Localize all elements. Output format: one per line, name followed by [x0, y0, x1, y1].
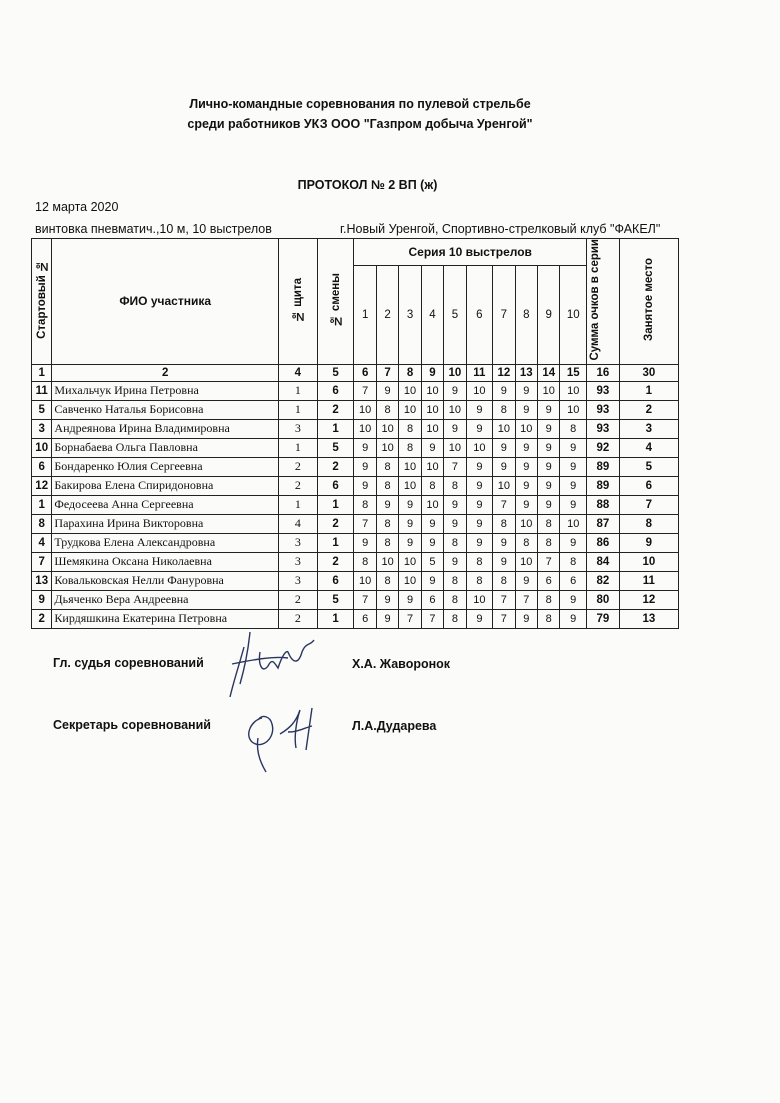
shot-score-cell: 9	[515, 609, 537, 628]
shift-number-cell: 5	[317, 438, 354, 457]
header-participant-name: ФИО участника	[52, 239, 279, 365]
shot-score-cell: 7	[399, 609, 421, 628]
shot-score-cell: 8	[444, 476, 466, 495]
shot-score-cell: 9	[515, 571, 537, 590]
shot-score-cell: 10	[560, 400, 587, 419]
start-number-cell: 4	[32, 533, 52, 552]
table-row	[32, 419, 679, 438]
shot-score-cell: 9	[560, 438, 587, 457]
sum-cell: 89	[587, 457, 620, 476]
shot-score-cell: 5	[421, 552, 443, 571]
judge-signature	[222, 622, 322, 702]
shot-score-cell: 9	[515, 381, 537, 400]
shield-number-cell: 1	[278, 495, 317, 514]
column-number-cell: 12	[493, 364, 515, 381]
column-number-cell: 6	[354, 364, 376, 381]
shot-score-cell: 9	[354, 457, 376, 476]
shot-score-cell: 10	[493, 476, 515, 495]
sum-cell: 88	[587, 495, 620, 514]
shield-number-cell: 3	[278, 533, 317, 552]
shot-score-cell: 8	[399, 438, 421, 457]
shot-score-cell: 9	[466, 419, 493, 438]
shot-score-cell: 9	[493, 438, 515, 457]
start-number-cell: 1	[32, 495, 52, 514]
protocol-title: ПРОТОКОЛ № 2 ВП (ж)	[297, 178, 438, 192]
shot-score-cell: 9	[538, 419, 560, 438]
shot-score-cell: 9	[466, 533, 493, 552]
shot-score-cell: 9	[444, 495, 466, 514]
participant-name-cell: Шемякина Оксана Николаевна	[52, 552, 279, 571]
shift-number-cell: 2	[317, 457, 354, 476]
shot-score-cell: 8	[538, 590, 560, 609]
shot-score-cell: 9	[399, 514, 421, 533]
header-shot-7: 7	[493, 265, 515, 364]
shift-number-cell: 2	[317, 514, 354, 533]
place-cell: 4	[619, 438, 678, 457]
table-row	[32, 438, 679, 457]
header-shot-6: 6	[466, 265, 493, 364]
secretary-signature	[232, 698, 342, 778]
sum-cell: 87	[587, 514, 620, 533]
sum-cell: 93	[587, 381, 620, 400]
shield-number-cell: 2	[278, 457, 317, 476]
participant-name-cell: Борнабаева Ольга Павловна	[52, 438, 279, 457]
column-number-cell: 11	[466, 364, 493, 381]
sum-cell: 84	[587, 552, 620, 571]
shot-score-cell: 9	[493, 533, 515, 552]
place-cell: 7	[619, 495, 678, 514]
shot-score-cell: 8	[493, 571, 515, 590]
place-cell: 12	[619, 590, 678, 609]
start-number-cell: 13	[32, 571, 52, 590]
shot-score-cell: 9	[515, 400, 537, 419]
shot-score-cell: 8	[444, 571, 466, 590]
sum-cell: 93	[587, 419, 620, 438]
shot-score-cell: 8	[538, 533, 560, 552]
shot-score-cell: 7	[421, 609, 443, 628]
shot-score-cell: 6	[560, 571, 587, 590]
shot-score-cell: 10	[399, 457, 421, 476]
shot-score-cell: 10	[560, 514, 587, 533]
shot-score-cell: 10	[538, 381, 560, 400]
shot-score-cell: 10	[399, 552, 421, 571]
column-number-cell: 14	[538, 364, 560, 381]
header-shot-3: 3	[399, 265, 421, 364]
shot-score-cell: 10	[354, 419, 376, 438]
shot-score-cell: 9	[376, 590, 398, 609]
header-series: Серия 10 выстрелов	[354, 239, 587, 266]
place-cell: 11	[619, 571, 678, 590]
header-start-number: Стартовый №	[32, 239, 52, 365]
participant-name-cell: Трудкова Елена Александровна	[52, 533, 279, 552]
shot-score-cell: 8	[399, 419, 421, 438]
shot-score-cell: 10	[444, 400, 466, 419]
participant-name-cell: Федосеева Анна Сергеевна	[52, 495, 279, 514]
shot-score-cell: 7	[515, 590, 537, 609]
column-number-cell: 1	[32, 364, 52, 381]
shift-number-cell: 6	[317, 571, 354, 590]
shot-score-cell: 10	[515, 514, 537, 533]
shot-score-cell: 9	[538, 476, 560, 495]
shield-number-cell: 3	[278, 571, 317, 590]
column-number-cell: 9	[421, 364, 443, 381]
shot-score-cell: 10	[421, 381, 443, 400]
header-shot-5: 5	[444, 265, 466, 364]
place-cell: 6	[619, 476, 678, 495]
shot-score-cell: 8	[466, 571, 493, 590]
shot-score-cell: 9	[376, 381, 398, 400]
shot-score-cell: 10	[354, 571, 376, 590]
shield-number-cell: 3	[278, 419, 317, 438]
start-number-cell: 3	[32, 419, 52, 438]
shot-score-cell: 9	[354, 438, 376, 457]
sum-cell: 79	[587, 609, 620, 628]
shot-score-cell: 8	[376, 476, 398, 495]
table-row	[32, 457, 679, 476]
participant-name-cell: Савченко Наталья Борисовна	[52, 400, 279, 419]
shot-score-cell: 7	[538, 552, 560, 571]
place-cell: 5	[619, 457, 678, 476]
shift-number-cell: 1	[317, 419, 354, 438]
shot-score-cell: 10	[354, 400, 376, 419]
weapon-info: винтовка пневматич.,10 м, 10 выстрелов	[35, 222, 272, 236]
shift-number-cell: 5	[317, 590, 354, 609]
participant-name-cell: Парахина Ирина Викторовна	[52, 514, 279, 533]
shot-score-cell: 9	[421, 438, 443, 457]
shield-number-cell: 2	[278, 476, 317, 495]
shot-score-cell: 9	[466, 400, 493, 419]
participant-name-cell: Бакирова Елена Спиридоновна	[52, 476, 279, 495]
sum-cell: 80	[587, 590, 620, 609]
participant-name-cell: Андреянова Ирина Владимировна	[52, 419, 279, 438]
sum-cell: 92	[587, 438, 620, 457]
start-number-cell: 8	[32, 514, 52, 533]
shift-number-cell: 6	[317, 381, 354, 400]
shot-score-cell: 9	[538, 457, 560, 476]
shot-score-cell: 7	[493, 609, 515, 628]
shot-score-cell: 10	[466, 590, 493, 609]
shot-score-cell: 8	[354, 495, 376, 514]
header-shot-8: 8	[515, 265, 537, 364]
shot-score-cell: 8	[376, 514, 398, 533]
shot-score-cell: 7	[354, 590, 376, 609]
shot-score-cell: 8	[538, 609, 560, 628]
shot-score-cell: 9	[515, 476, 537, 495]
title-line-1: Лично-командные соревнования по пулевой стрельбе	[189, 97, 531, 111]
start-number-cell: 2	[32, 609, 52, 628]
column-number-cell: 4	[278, 364, 317, 381]
column-number-cell: 15	[560, 364, 587, 381]
shot-score-cell: 7	[354, 514, 376, 533]
shot-score-cell: 9	[466, 476, 493, 495]
shot-score-cell: 6	[538, 571, 560, 590]
shot-score-cell: 10	[421, 457, 443, 476]
shot-score-cell: 9	[444, 514, 466, 533]
sum-cell: 93	[587, 400, 620, 419]
shot-score-cell: 9	[466, 457, 493, 476]
shot-score-cell: 10	[515, 552, 537, 571]
header-shot-1: 1	[354, 265, 376, 364]
header-sum: Сумма очков в серии	[587, 239, 620, 365]
shield-number-cell: 4	[278, 514, 317, 533]
shot-score-cell: 9	[399, 533, 421, 552]
place-cell: 8	[619, 514, 678, 533]
table-row	[32, 381, 679, 400]
shot-score-cell: 8	[538, 514, 560, 533]
shot-score-cell: 7	[354, 381, 376, 400]
column-number-cell: 8	[399, 364, 421, 381]
shot-score-cell: 9	[493, 381, 515, 400]
shot-score-cell: 8	[515, 533, 537, 552]
title-line-2: среди работников УКЗ ООО "Газпром добыча Уренгой"	[187, 117, 533, 131]
header-shield-number: № щита	[278, 239, 317, 365]
shot-score-cell: 10	[421, 495, 443, 514]
shot-score-cell: 9	[560, 495, 587, 514]
participant-name-cell: Ковальковская Нелли Фануровна	[52, 571, 279, 590]
shot-score-cell: 10	[399, 381, 421, 400]
judge-label: Гл. судья соревнований	[53, 656, 204, 670]
shift-number-cell: 1	[317, 533, 354, 552]
shot-score-cell: 9	[515, 495, 537, 514]
shot-score-cell: 10	[444, 438, 466, 457]
shield-number-cell: 3	[278, 552, 317, 571]
shot-score-cell: 9	[421, 571, 443, 590]
table-row	[32, 495, 679, 514]
header-shot-10: 10	[560, 265, 587, 364]
shift-number-cell: 6	[317, 476, 354, 495]
table-row	[32, 552, 679, 571]
place-cell: 13	[619, 609, 678, 628]
shot-score-cell: 9	[493, 457, 515, 476]
column-number-cell: 13	[515, 364, 537, 381]
column-number-cell: 7	[376, 364, 398, 381]
start-number-cell: 9	[32, 590, 52, 609]
table-row	[32, 476, 679, 495]
table-row	[32, 571, 679, 590]
participant-name-cell: Дьяченко Вера Андреевна	[52, 590, 279, 609]
shot-score-cell: 7	[493, 495, 515, 514]
shot-score-cell: 10	[466, 381, 493, 400]
shot-score-cell: 9	[466, 609, 493, 628]
shot-score-cell: 9	[493, 552, 515, 571]
shot-score-cell: 9	[560, 590, 587, 609]
shot-score-cell: 9	[399, 590, 421, 609]
start-number-cell: 7	[32, 552, 52, 571]
place-cell: 2	[619, 400, 678, 419]
participant-name-cell: Кирдяшкина Екатерина Петровна	[52, 609, 279, 628]
start-number-cell: 11	[32, 381, 52, 400]
judge-name: Х.А. Жаворонок	[352, 657, 451, 671]
shot-score-cell: 8	[560, 419, 587, 438]
shot-score-cell: 10	[493, 419, 515, 438]
place-cell: 1	[619, 381, 678, 400]
shot-score-cell: 10	[399, 400, 421, 419]
shot-score-cell: 8	[444, 609, 466, 628]
table-row	[32, 533, 679, 552]
sum-cell: 89	[587, 476, 620, 495]
shot-score-cell: 9	[399, 495, 421, 514]
shot-score-cell: 9	[444, 419, 466, 438]
shot-score-cell: 10	[421, 419, 443, 438]
shot-score-cell: 9	[466, 495, 493, 514]
shot-score-cell: 10	[421, 400, 443, 419]
shot-score-cell: 10	[376, 419, 398, 438]
participant-name-cell: Бондаренко Юлия Сергеевна	[52, 457, 279, 476]
header-place: Занятое место	[619, 239, 678, 365]
shot-score-cell: 8	[493, 400, 515, 419]
sum-cell: 82	[587, 571, 620, 590]
venue-info: г.Новый Уренгой, Спортивно-стрелковый клуб "ФАКЕЛ"	[340, 222, 661, 236]
shot-score-cell: 10	[376, 438, 398, 457]
table-row	[32, 514, 679, 533]
shot-score-cell: 10	[376, 552, 398, 571]
shot-score-cell: 6	[421, 590, 443, 609]
secretary-name: Л.А.Дударева	[352, 719, 437, 733]
shift-number-cell: 2	[317, 552, 354, 571]
shot-score-cell: 8	[376, 457, 398, 476]
shot-score-cell: 9	[560, 609, 587, 628]
table-row	[32, 590, 679, 609]
participant-name-cell: Михальчук Ирина Петровна	[52, 381, 279, 400]
shot-score-cell: 9	[515, 457, 537, 476]
shift-number-cell: 1	[317, 609, 354, 628]
shield-number-cell: 2	[278, 609, 317, 628]
column-number-cell: 5	[317, 364, 354, 381]
shift-number-cell: 1	[317, 495, 354, 514]
column-number-cell: 10	[444, 364, 466, 381]
shot-score-cell: 8	[444, 590, 466, 609]
column-number-cell: 30	[619, 364, 678, 381]
shot-score-cell: 6	[354, 609, 376, 628]
shot-score-cell: 8	[493, 514, 515, 533]
shield-number-cell: 1	[278, 381, 317, 400]
place-cell: 9	[619, 533, 678, 552]
shield-number-cell: 1	[278, 400, 317, 419]
secretary-label: Секретарь соревнований	[53, 718, 211, 732]
shot-score-cell: 8	[466, 552, 493, 571]
shield-number-cell: 2	[278, 590, 317, 609]
shot-score-cell: 9	[421, 514, 443, 533]
shot-score-cell: 8	[560, 552, 587, 571]
shot-score-cell: 9	[421, 533, 443, 552]
shot-score-cell: 7	[493, 590, 515, 609]
shot-score-cell: 8	[354, 552, 376, 571]
shift-number-cell: 2	[317, 400, 354, 419]
results-table	[31, 238, 679, 629]
table-row	[32, 609, 679, 628]
shot-score-cell: 9	[354, 533, 376, 552]
shot-score-cell: 9	[376, 495, 398, 514]
shot-score-cell: 7	[444, 457, 466, 476]
shot-score-cell: 9	[466, 514, 493, 533]
shot-score-cell: 8	[444, 533, 466, 552]
table-row	[32, 400, 679, 419]
shot-score-cell: 9	[444, 552, 466, 571]
shot-score-cell: 9	[444, 381, 466, 400]
header-shot-4: 4	[421, 265, 443, 364]
place-cell: 3	[619, 419, 678, 438]
start-number-cell: 6	[32, 457, 52, 476]
shot-score-cell: 10	[399, 571, 421, 590]
start-number-cell: 12	[32, 476, 52, 495]
shot-score-cell: 9	[560, 533, 587, 552]
shot-score-cell: 9	[538, 438, 560, 457]
header-shot-2: 2	[376, 265, 398, 364]
shot-score-cell: 8	[376, 571, 398, 590]
shot-score-cell: 8	[421, 476, 443, 495]
sum-cell: 86	[587, 533, 620, 552]
start-number-cell: 5	[32, 400, 52, 419]
shot-score-cell: 10	[560, 381, 587, 400]
shot-score-cell: 10	[466, 438, 493, 457]
shot-score-cell: 9	[538, 400, 560, 419]
shot-score-cell: 9	[560, 457, 587, 476]
shot-score-cell: 9	[515, 438, 537, 457]
shot-score-cell: 8	[376, 400, 398, 419]
column-number-cell: 16	[587, 364, 620, 381]
header-shot-9: 9	[538, 265, 560, 364]
start-number-cell: 10	[32, 438, 52, 457]
shot-score-cell: 9	[376, 609, 398, 628]
shot-score-cell: 9	[560, 476, 587, 495]
shield-number-cell: 1	[278, 438, 317, 457]
shot-score-cell: 9	[538, 495, 560, 514]
column-number-cell: 2	[52, 364, 279, 381]
shot-score-cell: 10	[515, 419, 537, 438]
shot-score-cell: 10	[399, 476, 421, 495]
shot-score-cell: 8	[376, 533, 398, 552]
header-shift-number: № смены	[317, 239, 354, 365]
competition-date: 12 марта 2020	[35, 200, 119, 214]
place-cell: 10	[619, 552, 678, 571]
shot-score-cell: 9	[354, 476, 376, 495]
